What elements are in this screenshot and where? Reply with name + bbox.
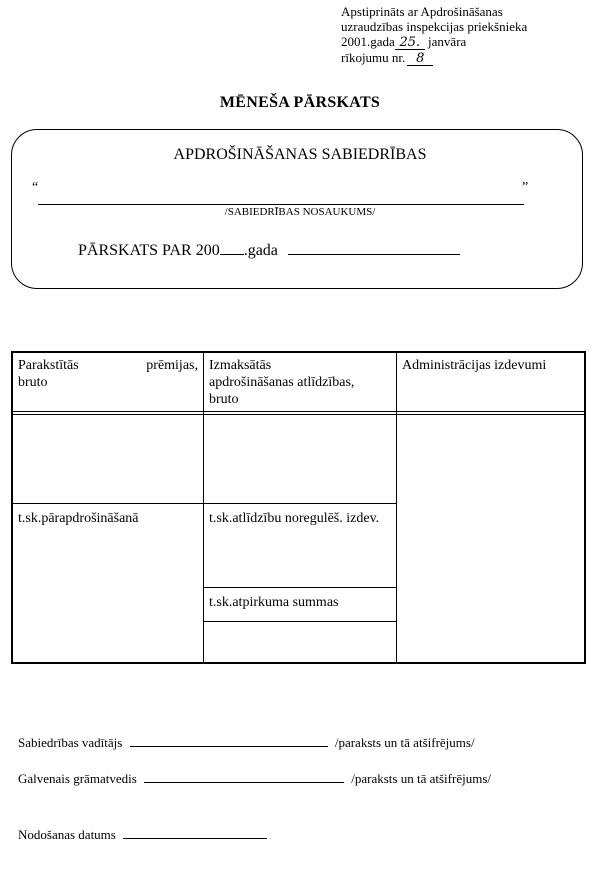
year-blank (220, 242, 244, 255)
accountant-signature-line (144, 770, 344, 783)
approval-line-4 (341, 50, 527, 66)
column-divider-1 (203, 353, 204, 662)
col1-header-word1: Parakstītās (18, 358, 79, 373)
col1-header-line2: bruto (18, 375, 48, 390)
col1-row-line (13, 503, 203, 504)
director-label: Sabiedrības vadītājs (18, 735, 123, 750)
company-name-caption: /SABIEDRĪBAS NOSAUKUMS/ (224, 206, 376, 218)
col2-row-line-1 (203, 503, 396, 504)
approval-note (341, 4, 527, 66)
approval-line-3 (341, 34, 527, 50)
col1-header-word2: prēmijas, (146, 358, 198, 373)
company-heading: APDROŠINĀŠANAS SABIEDRĪBAS (173, 146, 427, 163)
director-note: /paraksts un tā atšifrējums/ (334, 735, 475, 750)
col2-subrow-surrender: t.sk.atpirkuma summas (209, 595, 339, 610)
accountant-note: /paraksts un tā atšifrējums/ (351, 771, 491, 786)
director-signature-line (130, 734, 328, 747)
approval-month: janvāra (428, 34, 467, 49)
company-name-line (38, 204, 524, 205)
report-period (78, 240, 460, 260)
col2-row-line-3 (203, 621, 396, 622)
col3-header: Administrācijas izdevumi (402, 358, 547, 373)
order-number-handwritten: 8 (407, 52, 433, 66)
header-divider-top (13, 411, 584, 412)
close-quote: ” (522, 180, 529, 195)
approval-year: 2001.gada (341, 34, 395, 49)
header-divider-bottom (13, 414, 584, 415)
col2-row-line-2 (203, 587, 396, 588)
col1-subrow-reinsurance: t.sk.pārapdrošināšanā (18, 511, 139, 526)
submission-date-label: Nodošanas datums (18, 827, 116, 842)
approval-day-handwritten: 25. (395, 36, 425, 50)
approval-line-2: uzraudzības inspekcijas priekšnieka (341, 19, 528, 34)
report-table (11, 351, 586, 664)
accountant-label: Galvenais grāmatvedis (18, 771, 137, 786)
col1-header-line1 (18, 357, 198, 374)
column-divider-2 (396, 353, 397, 662)
open-quote: “ (32, 180, 39, 195)
col1-header (18, 357, 198, 391)
period-blank (288, 240, 460, 255)
submission-date-line (123, 826, 267, 839)
director-signature-row (18, 734, 475, 751)
accountant-signature-row (18, 770, 491, 787)
approval-line-1: Apstiprināts ar Apdrošināšanas (341, 4, 503, 19)
col2-subrow-settlement: t.sk.atlīdzību noregulēš. izdev. (209, 511, 380, 526)
page-title: MĒNEŠA PĀRSKATS (219, 94, 381, 111)
submission-date-row (18, 826, 267, 843)
order-label: rīkojumu nr. (341, 50, 406, 65)
report-suffix: .gada (243, 242, 278, 259)
col2-header: Izmaksātās apdrošināšanas atlīdzības, bruto (209, 358, 355, 407)
report-prefix: PĀRSKATS PAR 200 (78, 242, 220, 259)
